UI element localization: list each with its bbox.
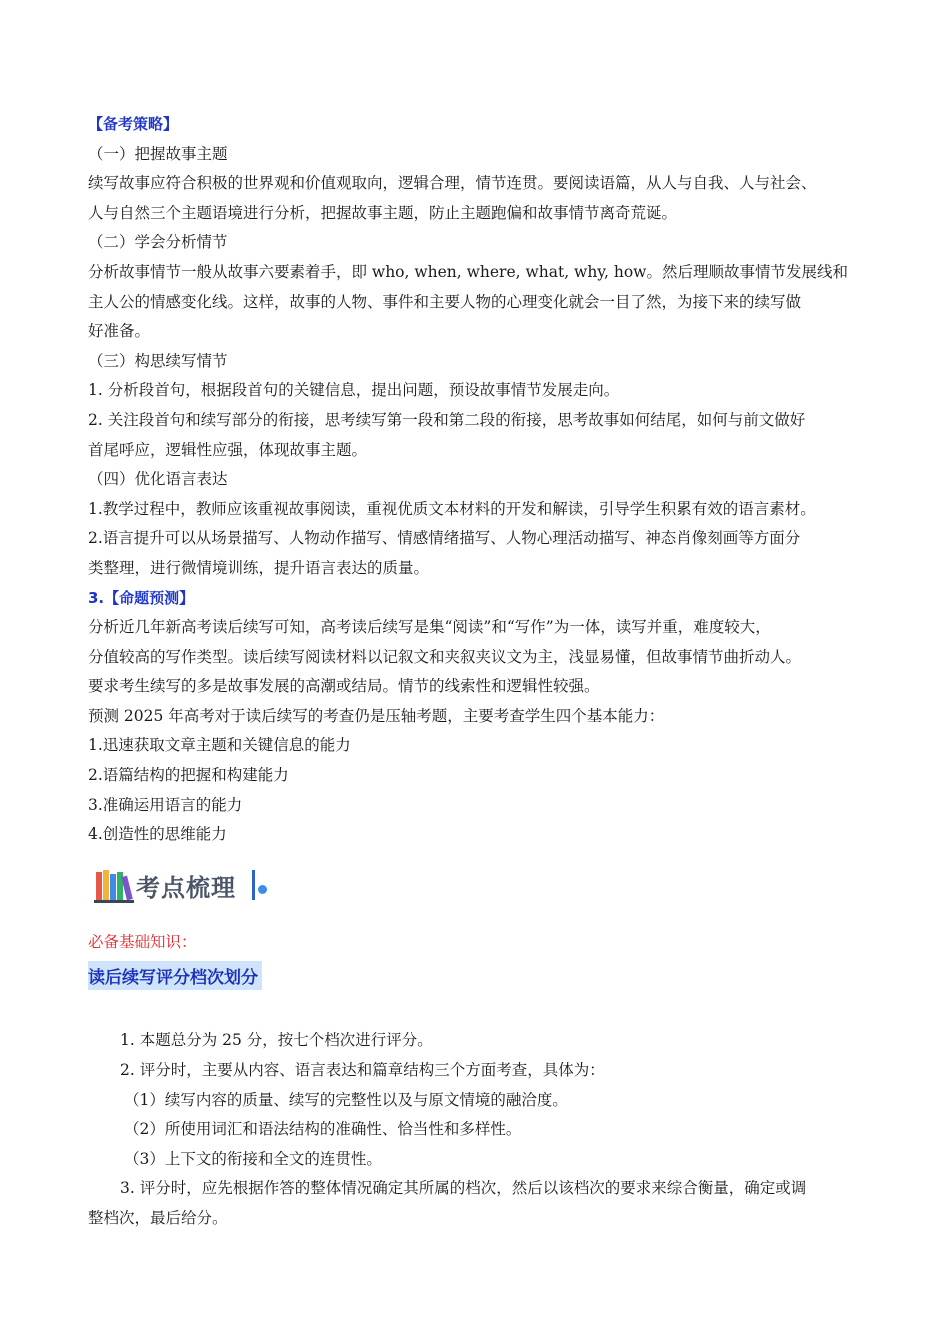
strategy-heading: 【备考策略】 <box>88 115 179 133</box>
sec3-title: （三）构思续写情节 <box>88 351 228 370</box>
prediction-forecast: 预测 2025 年高考对于读后续写的考查仍是压轴考题，主要考查学生四个基本能力： <box>88 706 665 725</box>
ability-item: 4.创造性的思维能力 <box>88 825 227 844</box>
rule-2c: （3）上下文的衔接和全文的连贯性。 <box>124 1149 382 1168</box>
prediction-line1: 分析近几年新高考读后续写可知，高考读后续写是集“阅读”和“写作”为一体，读写并重，难度较大， <box>88 618 771 637</box>
prediction-line3: 要求考生续写的多是故事发展的高潮或结局。情节的线索性和逻辑性较强。 <box>88 677 600 696</box>
rule-2a: （1）续写内容的质量、续写的完整性以及与原文情境的融洽度。 <box>124 1090 568 1109</box>
sec2-line1: 分析故事情节一般从故事六要素着手，即 who, when, where, what, why, how。然后理顺故事情节发展线和 <box>88 262 848 281</box>
banner-title: 考点梳理 <box>136 873 236 902</box>
knowledge-title: 读后续写评分档次划分 <box>88 961 262 990</box>
knowledge-label: 必备基础知识： <box>88 932 197 951</box>
sec1-line1: 续写故事应符合积极的世界观和价值观取向，逻辑合理，情节连贯。要阅读语篇，从人与自我、人与社会、 <box>88 174 817 193</box>
sec3-point2-line2: 首尾呼应，逻辑性应强，体现故事主题。 <box>88 440 368 459</box>
document-page <box>88 110 868 1234</box>
banner-dot <box>258 885 267 894</box>
prediction-line2: 分值较高的写作类型。读后续写阅读材料以记叙文和夹叙夹议文为主，浅显易懂，但故事情节曲折动人。 <box>88 647 802 666</box>
sec3-point1: 1. 分析段首句，根据段首句的关键信息，提出问题，预设故事情节发展走向。 <box>88 381 620 400</box>
sec2-line3: 好准备。 <box>88 322 151 341</box>
sec4-point2-line1: 2.语言提升可以从场景描写、人物动作描写、情感情绪描写、人物心理活动描写、神态肖像刻画等方面分 <box>88 529 801 548</box>
ability-item: 2.语篇结构的把握和构建能力 <box>88 766 289 785</box>
scoring-rules <box>88 1026 868 1233</box>
sec4-point1: 1.教学过程中，教师应该重视故事阅读，重视优质文本材料的开发和解读，引导学生积累有效的语言素材。 <box>88 499 816 518</box>
sec2-title: （二）学会分析情节 <box>88 233 228 252</box>
banner-divider <box>252 870 255 900</box>
ability-item: 3.准确运用语言的能力 <box>88 795 243 814</box>
rule-2b: （2）所使用词汇和语法结构的准确性、恰当性和多样性。 <box>124 1120 522 1139</box>
books-icon <box>94 868 138 904</box>
sec4-point2-line2: 类整理，进行微情境训练，提升语言表达的质量。 <box>88 558 430 577</box>
sec2-line2: 主人公的情感变化线。这样，故事的人物、事件和主要人物的心理变化就会一目了然，为接下来的续写做 <box>88 292 802 311</box>
sec3-point2-line1: 2. 关注段首句和续写部分的衔接，思考续写第一段和第二段的衔接，思考故事如何结尾，如何与前文做好 <box>88 410 806 429</box>
sec1-line2: 人与自然三个主题语境进行分析，把握故事主题，防止主题跑偏和故事情节离奇荒诞。 <box>88 203 678 222</box>
rule-3-line2: 整档次，最后给分。 <box>88 1209 228 1227</box>
sec1-title: （一）把握故事主题 <box>88 144 228 163</box>
ability-item: 1.迅速获取文章主题和关键信息的能力 <box>88 736 351 755</box>
knowledge-title-wrap <box>88 957 868 990</box>
section-banner <box>88 864 868 918</box>
sec4-title: （四）优化语言表达 <box>88 470 228 489</box>
prediction-heading: 3.【命题预测】 <box>88 588 195 607</box>
rule-3-line1: 3. 评分时，应先根据作答的整体情况确定其所属的档次，然后以该档次的要求来综合衡量，确定或调 <box>120 1179 807 1198</box>
rule-2: 2. 评分时，主要从内容、语言表达和篇章结构三个方面考查，具体为： <box>120 1061 605 1080</box>
rule-1: 1. 本题总分为 25 分，按七个档次进行评分。 <box>120 1031 433 1050</box>
